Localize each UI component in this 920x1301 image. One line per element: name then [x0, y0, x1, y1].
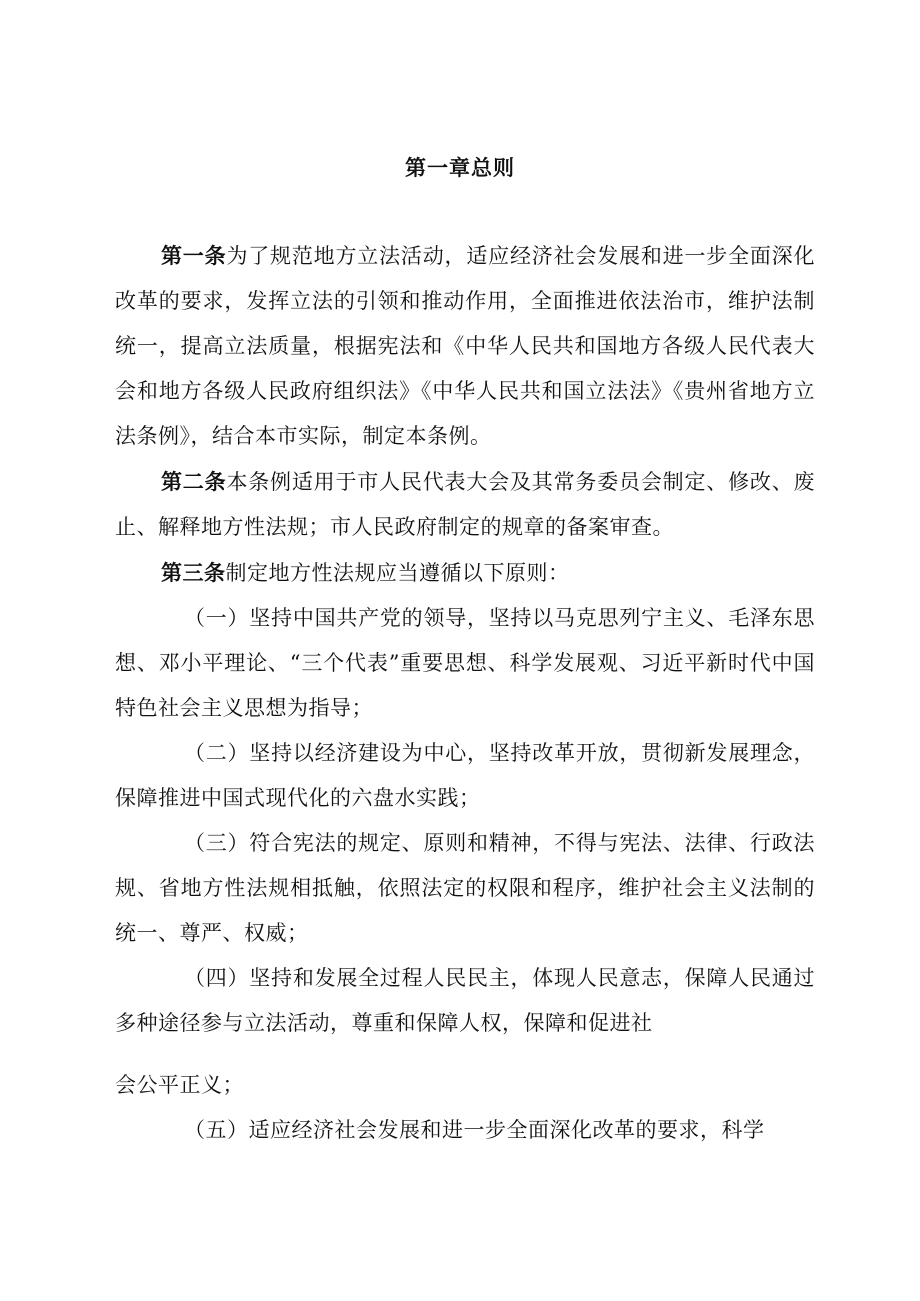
- article-2: [115, 459, 815, 550]
- article-1-label: 第一条: [161, 243, 227, 268]
- document-body: [115, 233, 815, 1046]
- article-2-label: 第二条: [161, 469, 227, 494]
- document-body-continued: [115, 1063, 815, 1153]
- principle-item-1: （一）坚持中国共产党的领导，坚持以马克思列宁主义、毛泽东思想、邓小平理论、“三个代表”重要思想、科学发展观、习近平新时代中国特色社会主义思想为指导；: [115, 606, 815, 720]
- principle-item-3: （三）符合宪法的规定、原则和精神，不得与宪法、法律、行政法规、省地方性法规相抵触，依照法定的权限和程序，维护社会主义法制的统一、尊严、权威；: [115, 831, 815, 945]
- article-1-text: 为了规范地方立法活动，适应经济社会发展和进一步全面深化改革的要求，发挥立法的引领和推动作用，全面推进依法治市，维护法制统一，提高立法质量，根据宪法和《中华人民共和国地方各级人民代表大会和地方各级人民政府组织法》《中华人民共和国立法法》《贵州省地方立法条例》，结合本市实际，制定本条例。: [115, 244, 816, 448]
- principle-item-4-continuation: 会公平正义；: [115, 1073, 244, 1097]
- article-3: [115, 550, 815, 596]
- principle-item-2: （二）坚持以经济建设为中心，坚持改革开放，贯彻新发展理念，保障推进中国式现代化的六盘水实践；: [115, 741, 815, 810]
- chapter-title: 第一章总则: [405, 155, 515, 180]
- principle-item-4: （四）坚持和发展全过程人民民主，体现人民意志，保障人民通过多种途径参与立法活动，尊重和保障人权，保障和促进社: [115, 966, 815, 1035]
- principle-item-5: （五）适应经济社会发展和进一步全面深化改革的要求，科学: [184, 1118, 765, 1142]
- article-3-label: 第三条: [161, 560, 226, 585]
- article-1: [115, 233, 815, 459]
- article-2-text: 本条例适用于市人民代表大会及其常务委员会制定、修改、废止、解释地方性法规；市人民政府制定的规章的备案审查。: [115, 470, 816, 539]
- article-3-text: 制定地方性法规应当遵循以下原则：: [225, 561, 570, 585]
